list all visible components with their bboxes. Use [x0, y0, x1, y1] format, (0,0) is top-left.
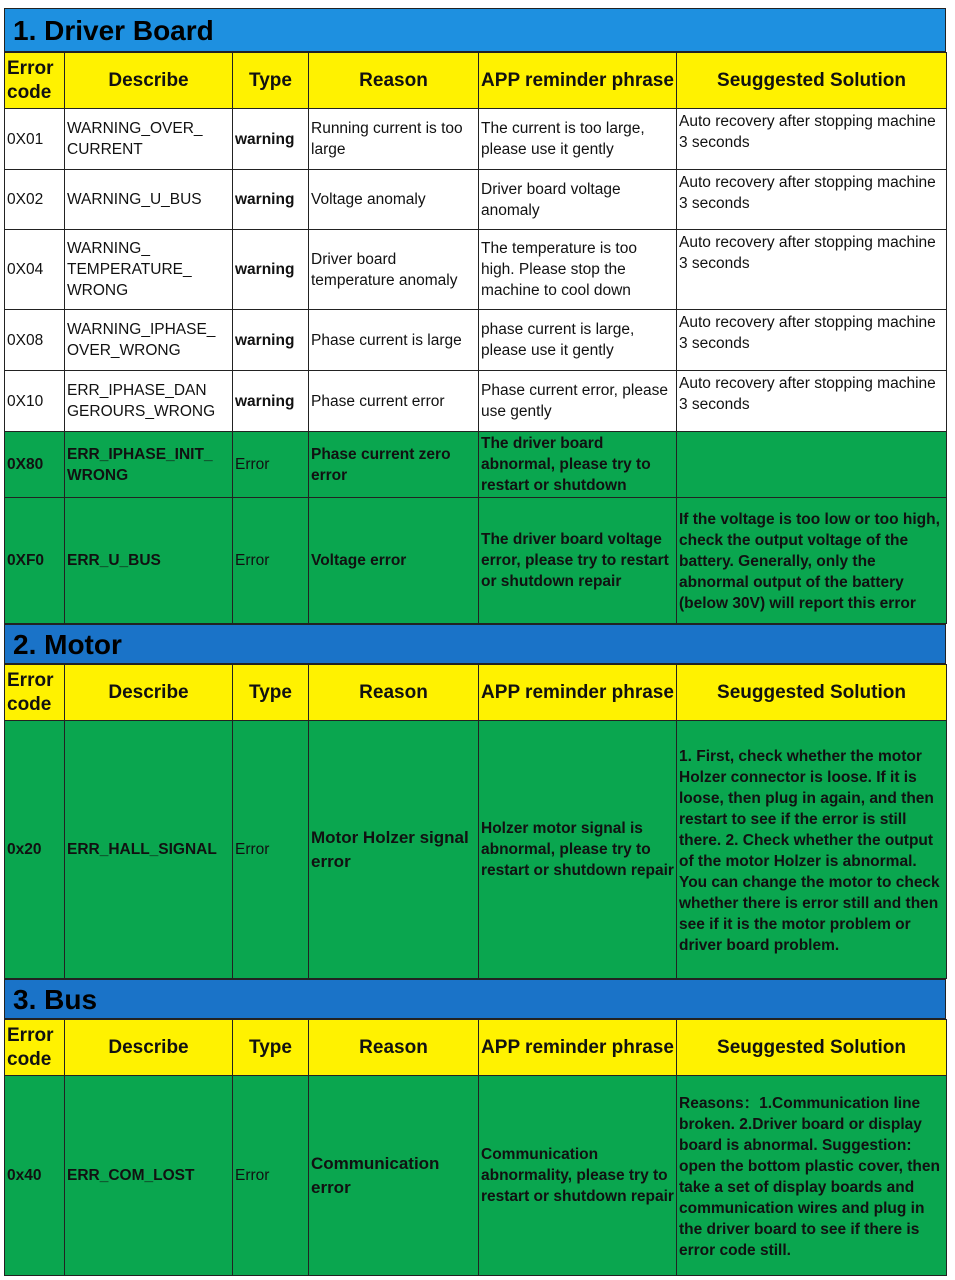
- app-phrase-cell: Communication abnormality, please try to restart or shutdown repair: [479, 1076, 677, 1276]
- error-code: 0X80: [5, 432, 65, 498]
- app-phrase-cell: The driver board abnormal, please try to restart or shutdown: [479, 432, 677, 498]
- header-solution: Seuggested Solution: [677, 1020, 947, 1076]
- bus-table: [4, 1019, 947, 1276]
- header-row: [5, 53, 947, 109]
- describe-cell: WARNING_U_BUS: [65, 170, 233, 230]
- reason-cell: Running current is too large: [309, 109, 479, 170]
- describe-cell: WARNING_ TEMPERATURE_ WRONG: [65, 230, 233, 310]
- reason-cell: Phase current zero error: [309, 432, 479, 498]
- header-type: Type: [233, 665, 309, 721]
- app-phrase-cell: phase current is large, please use it gently: [479, 310, 677, 371]
- error-code: 0x40: [5, 1076, 65, 1276]
- reason-cell: Motor Holzer signal error: [309, 721, 479, 979]
- error-code: 0x20: [5, 721, 65, 979]
- type-cell: Error: [233, 721, 309, 979]
- app-phrase-cell: Driver board voltage anomaly: [479, 170, 677, 230]
- header-describe: Describe: [65, 665, 233, 721]
- app-phrase-cell: The current is too large, please use it gently: [479, 109, 677, 170]
- table-row: [5, 721, 947, 979]
- solution-cell: Auto recovery after stopping machine 3 seconds: [677, 371, 947, 432]
- solution-cell: Auto recovery after stopping machine 3 seconds: [677, 109, 947, 170]
- describe-cell: ERR_IPHASE_DAN GEROURS_WRONG: [65, 371, 233, 432]
- type-cell: warning: [233, 230, 309, 310]
- header-app-phrase: APP reminder phrase: [479, 665, 677, 721]
- header-reason: Reason: [309, 53, 479, 109]
- solution-cell: Reasons：1.Communication line broken. 2.Driver board or display board is abnormal. Suggestion: open the bottom plastic cover, then take a set of display boards and communication wires and plug in the driver board to see if there is error code still.: [677, 1076, 947, 1276]
- header-solution: Seuggested Solution: [677, 665, 947, 721]
- section-title-bus: 3. Bus: [4, 979, 946, 1019]
- describe-cell: ERR_COM_LOST: [65, 1076, 233, 1276]
- header-type: Type: [233, 1020, 309, 1076]
- error-code: 0X01: [5, 109, 65, 170]
- solution-cell: [677, 432, 947, 498]
- solution-cell: Auto recovery after stopping machine 3 seconds: [677, 230, 947, 310]
- header-describe: Describe: [65, 1020, 233, 1076]
- error-code-document: [4, 8, 946, 1276]
- table-row: [5, 498, 947, 624]
- error-code: 0X02: [5, 170, 65, 230]
- reason-cell: Driver board temperature anomaly: [309, 230, 479, 310]
- reason-cell: Communication error: [309, 1076, 479, 1276]
- type-cell: warning: [233, 371, 309, 432]
- table-row: [5, 109, 947, 170]
- type-cell: warning: [233, 170, 309, 230]
- header-error-code: Error code: [5, 1020, 65, 1076]
- reason-cell: Voltage anomaly: [309, 170, 479, 230]
- type-cell: Error: [233, 1076, 309, 1276]
- header-reason: Reason: [309, 1020, 479, 1076]
- reason-cell: Voltage error: [309, 498, 479, 624]
- header-row: [5, 665, 947, 721]
- table-row: [5, 432, 947, 498]
- type-cell: warning: [233, 109, 309, 170]
- describe-cell: WARNING_IPHASE_ OVER_WRONG: [65, 310, 233, 371]
- driver-board-table: [4, 52, 947, 624]
- header-error-code: Error code: [5, 53, 65, 109]
- solution-cell: If the voltage is too low or too high, check the output voltage of the battery. Generally, only the abnormal output of the battery (below 30V) will report this error: [677, 498, 947, 624]
- solution-cell: Auto recovery after stopping machine 3 seconds: [677, 170, 947, 230]
- table-row: [5, 371, 947, 432]
- table-row: [5, 310, 947, 371]
- header-type: Type: [233, 53, 309, 109]
- error-code: 0X04: [5, 230, 65, 310]
- app-phrase-cell: The driver board voltage error, please try to restart or shutdown repair: [479, 498, 677, 624]
- header-row: [5, 1020, 947, 1076]
- describe-cell: WARNING_OVER_ CURRENT: [65, 109, 233, 170]
- table-row: [5, 170, 947, 230]
- table-row: [5, 230, 947, 310]
- reason-cell: Phase current error: [309, 371, 479, 432]
- describe-cell: ERR_IPHASE_INIT_ WRONG: [65, 432, 233, 498]
- describe-cell: ERR_HALL_SIGNAL: [65, 721, 233, 979]
- type-cell: warning: [233, 310, 309, 371]
- header-reason: Reason: [309, 665, 479, 721]
- app-phrase-cell: The temperature is too high. Please stop the machine to cool down: [479, 230, 677, 310]
- header-describe: Describe: [65, 53, 233, 109]
- header-app-phrase: APP reminder phrase: [479, 53, 677, 109]
- error-code: 0XF0: [5, 498, 65, 624]
- section-title-motor: 2. Motor: [4, 624, 946, 664]
- motor-table: [4, 664, 947, 979]
- error-code: 0X10: [5, 371, 65, 432]
- header-solution: Seuggested Solution: [677, 53, 947, 109]
- error-code: 0X08: [5, 310, 65, 371]
- solution-cell: 1. First, check whether the motor Holzer connector is loose. If it is loose, then plug in again, and then restart to see if the error is still there. 2. Check whether the output of the motor Holzer is abnormal. You can change the motor to check whether there is error still and then see if it is the motor problem or driver board problem.: [677, 721, 947, 979]
- solution-cell: Auto recovery after stopping machine 3 seconds: [677, 310, 947, 371]
- type-cell: Error: [233, 498, 309, 624]
- app-phrase-cell: Phase current error, please use gently: [479, 371, 677, 432]
- table-row: [5, 1076, 947, 1276]
- describe-cell: ERR_U_BUS: [65, 498, 233, 624]
- section-title-driver-board: 1. Driver Board: [4, 8, 946, 52]
- header-error-code: Error code: [5, 665, 65, 721]
- header-app-phrase: APP reminder phrase: [479, 1020, 677, 1076]
- app-phrase-cell: Holzer motor signal is abnormal, please try to restart or shutdown repair: [479, 721, 677, 979]
- reason-cell: Phase current is large: [309, 310, 479, 371]
- type-cell: Error: [233, 432, 309, 498]
